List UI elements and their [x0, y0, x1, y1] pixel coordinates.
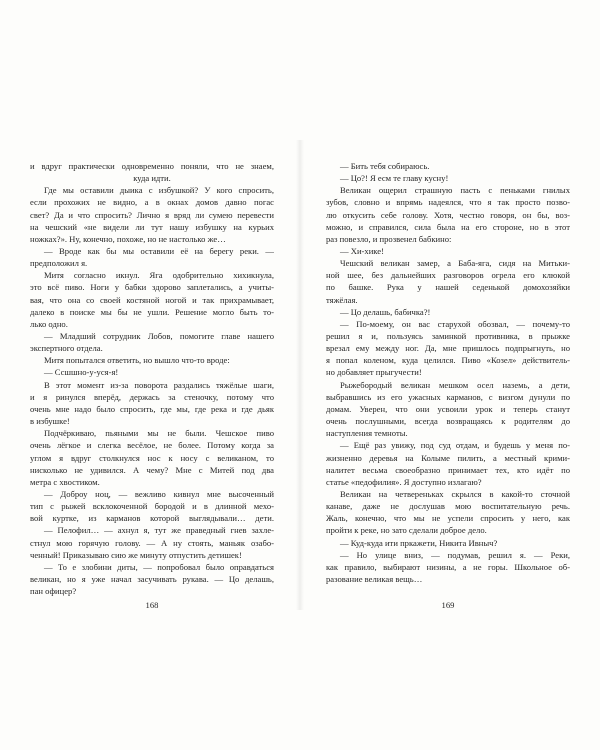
- text-line: углом я вдруг столкнулся нос к носу с великаном, то: [30, 452, 274, 463]
- text-line: Чешский великан замер, а Баба-яга, сидя на Митьки-: [340, 258, 570, 269]
- text-line: — Цо?! Я есм те главу кусну!: [340, 173, 449, 184]
- text-line: налитет весьма своеобразно принимает тех, кто идёт по: [326, 464, 570, 475]
- text-line: можно, и справился, сила была на его стороне, но в этот: [326, 221, 570, 232]
- text-line: я попал коленом, куда целился. Пиво «Козел» действитель-: [326, 355, 570, 366]
- right-page: [326, 160, 570, 585]
- text-line: Митя согласно икнул. Яга одобрительно хихикнула,: [44, 270, 274, 281]
- text-line: по башке. Рука у нашей седенькой домохозяйки: [326, 282, 570, 293]
- text-line: лько одно.: [30, 318, 68, 329]
- text-line: Великан на четвереньках скрылся в какой-то сточной: [340, 488, 570, 499]
- text-line: Где мы оставили дыика с избушкой? У кого спросить,: [44, 185, 274, 196]
- book-gutter: [296, 140, 304, 610]
- text-line: — Бить тебя собираюсь.: [340, 161, 430, 171]
- text-line: если прохожих не видно, а в окнах домов давно погас: [30, 197, 274, 208]
- text-line: домам. Уверен, что они усвоили урок и теперь станут: [326, 403, 570, 414]
- text-line: лю откусить себе голову. Хотя, честно говоря, он бы, воз-: [326, 209, 570, 220]
- text-line: тяжёлая.: [326, 294, 358, 305]
- text-line: — Хи-хике!: [340, 246, 384, 257]
- text-line: ножках?». Ну, конечно, похоже, но не настолько же…: [30, 233, 226, 244]
- text-line: жизненно деревья на Колыме пилить, а местный крими-: [326, 452, 570, 463]
- text-line: куда идти.: [133, 173, 171, 184]
- text-line: — Но улице вниз, — подумав, решил я. — Реки,: [340, 549, 570, 560]
- text-line: ной шее, без дальнейших разговоров огрела его клюкой: [326, 270, 570, 281]
- text-line: далеко в поиске мы бы не ушли. Решение могло быть то-: [30, 306, 274, 317]
- text-line: ченный! Приказываю сию же минуту отпустить детишек!: [30, 549, 242, 560]
- text-line: очень лёгкое и слегка весёлое, не более. Потому когда за: [30, 440, 274, 451]
- text-line: — Младший сотрудник Лобов, помогите главе нашего: [44, 331, 274, 342]
- text-line: — То е злобини диты, — попробовал было оправдаться: [44, 561, 274, 572]
- text-line: разование великая вещь…: [326, 573, 423, 584]
- text-line: — Ссшшно-у-уся-я!: [44, 367, 119, 378]
- text-line: экспертного отдела.: [30, 343, 103, 354]
- text-line: вая, что она со своей костяной ногой и так прихрамывает,: [30, 294, 274, 305]
- text-line: — Пелофил… — ахнул я, тут же праведный гнев захле-: [44, 525, 274, 536]
- text-line: — Вроде как бы мы оставили её на берегу реки. —: [44, 246, 274, 257]
- text-line: врезал ему между ног. Да, мне пришлось подпрыгнуть, но: [326, 343, 570, 354]
- text-line: очень мне надо было спросить, где мы, где река и где дьяк: [30, 403, 274, 414]
- text-line: Подчёркиваю, пьяными мы не были. Чешское пиво: [44, 428, 274, 439]
- text-line: пройти к реке, но зато сделали доброе дело.: [326, 525, 487, 536]
- text-line: свет? Да и что спросить? Лично я вряд ли сумею перевести: [30, 209, 274, 220]
- text-line: выбравшись из его ужасных карманов, с визгом дунули по: [326, 391, 570, 402]
- text-line: Митя попытался ответить, но вышло что-то вроде:: [44, 355, 230, 366]
- text-line: и я ринулся вперёд, держась за стеночку, потому что: [30, 391, 274, 402]
- text-line: Жаль, конечно, что мы не успели спросить у него, как: [326, 513, 570, 524]
- text-line: Великан ощерил страшную пасть с пеньками гнилых: [340, 185, 570, 196]
- text-line: и вдруг практически одновременно поняли, что не знаем,: [30, 161, 274, 171]
- left-page-text: [30, 160, 274, 597]
- text-line: канаве, даже не дослушав мою воспитательную речь.: [326, 501, 570, 512]
- right-page-number: 169: [441, 600, 455, 610]
- text-line: — По-моему, он вас старухой обозвал, — почему-то: [340, 318, 570, 329]
- text-line: великан, но я уже начал засучивать рукава. — Цо делашь,: [30, 573, 274, 584]
- text-line: предположил я.: [30, 258, 88, 269]
- text-line: метра с хвостиком.: [30, 476, 100, 487]
- text-line: — Куд-куда ити пркажети, Никита Ивныч?: [340, 537, 498, 548]
- text-line: наступления темноты.: [326, 428, 408, 439]
- text-line: в избушке!: [30, 416, 70, 427]
- text-line: очень послушными, всегда возвращаясь к родителям до: [326, 416, 570, 427]
- text-line: нисколько не удивился. А чему? Мне с Митей под два: [30, 464, 274, 475]
- left-page: [30, 160, 274, 597]
- text-line: это всё пиво. Ноги у бабки здорово заплетались, а учиты-: [30, 282, 274, 293]
- text-line: статье «педофилия». Я доступно излагаю?: [326, 476, 482, 487]
- text-line: пан офицер?: [30, 586, 77, 597]
- text-line: В этот момент из-за поворота раздались тяжёлые шаги,: [44, 379, 274, 390]
- text-line: решил я и, пользуясь заминкой противника, в прыжке: [326, 331, 570, 342]
- text-line: — Цо делашь, бабичка?!: [340, 306, 431, 317]
- text-line: но добавляет прыгучести!: [326, 367, 422, 378]
- text-line: как правило, выбирают низины, а не горы. Школьное об-: [326, 561, 570, 572]
- text-line: Рыжебородый великан мешком осел наземь, а дети,: [340, 379, 570, 390]
- text-line: стнул мою горячую голову. — А ну стоять, маньяк озабо-: [30, 537, 274, 548]
- text-line: зубов, словно и впрямь надеялся, что я так просто позво-: [326, 197, 570, 208]
- right-page-text: [326, 160, 570, 585]
- text-line: на чешский «не видели ли тут нашу избушку на курьих: [30, 221, 274, 232]
- text-line: тип с рыжей всклокоченной бородой и в длинной мехо-: [30, 501, 274, 512]
- text-line: — Ещё раз увижу, под суд отдам, и будешь у меня по-: [340, 440, 570, 451]
- text-line: раз повезло, и прозвенел бабкино:: [326, 233, 452, 244]
- text-line: — Доброу ноц, — вежливо кивнул мне высоченный: [44, 488, 274, 499]
- text-line: вой куртке, из карманов которой выглядывали… дети.: [30, 513, 274, 524]
- left-page-number: 168: [145, 600, 159, 610]
